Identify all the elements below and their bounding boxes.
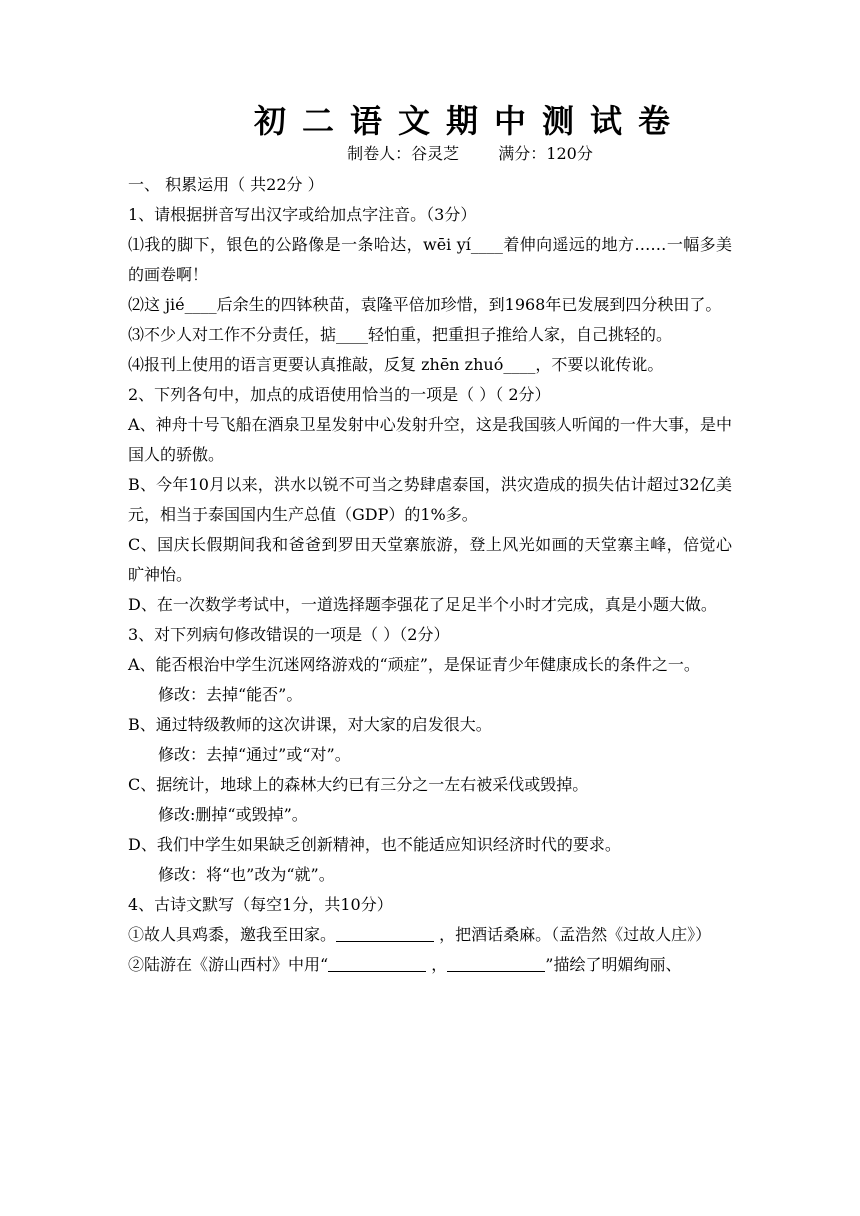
question-4-item-2-part-a: ②陆游在《游山西村》中用“ xyxy=(128,955,329,974)
exam-meta xyxy=(0,141,860,164)
question-4-item-1-part-a: ①故人具鸡黍，邀我至田家。 xyxy=(128,925,337,944)
question-4-item-2-part-c: ”描绘了明媚绚丽、 xyxy=(545,955,682,974)
question-4-item-1-part-b: ，把酒话桑麻。（孟浩然《过故人庄》） xyxy=(439,925,712,944)
question-3-option-b: B、通过特级教师的这次讲课，对大家的启发很大。 xyxy=(128,715,492,734)
section-heading: 一、 积累运用（ 共22分 ） xyxy=(128,175,324,194)
score-label: 满分：120分 xyxy=(498,144,593,163)
question-1-stem: 1、请根据拼音写出汉字或给加点字注音。（3分） xyxy=(128,205,477,224)
question-3-option-d: D、我们中学生如果缺乏创新精神，也不能适应知识经济时代的要求。 xyxy=(128,835,621,854)
question-2-option-b: B、今年10月以来，洪水以锐不可当之势肆虐泰国，洪灾造成的损失估计超过32亿美元，相当于泰国国内生产总值（GDP）的1%多。 xyxy=(128,475,732,524)
answer-blank[interactable] xyxy=(336,923,434,942)
question-4-item-1 xyxy=(128,920,732,950)
question-3-fix-b: 修改：去掉“通过”或“对”。 xyxy=(158,745,351,764)
question-3-option-a: A、能否根治中学生沉迷网络游戏的“顽症”，是保证青少年健康成长的条件之一。 xyxy=(128,655,700,674)
question-2-option-d: D、在一次数学考试中，一道选择题李强花了足足半个小时才完成，真是小题大做。 xyxy=(128,595,717,614)
question-4-item-2-part-b: ， xyxy=(431,955,448,974)
question-3-fix-c: 修改:删掉“或毁掉”。 xyxy=(158,805,308,824)
question-3-fix-a: 修改：去掉“能否”。 xyxy=(158,685,303,704)
question-3-option-c: C、据统计，地球上的森林大约已有三分之一左右被采伐或毁掉。 xyxy=(128,775,589,794)
question-2-stem: 2、下列各句中，加点的成语使用恰当的一项是（ ）（ 2分） xyxy=(128,385,551,404)
question-1-item-1: ⑴我的脚下，银色的公路像是一条哈达，wēi yí____着伸向遥远的地方……一幅多美的画卷啊！ xyxy=(128,235,732,284)
exam-body xyxy=(128,170,732,980)
author-label: 制卷人：谷灵芝 xyxy=(347,144,460,163)
answer-blank[interactable] xyxy=(328,953,426,972)
question-3-stem: 3、对下列病句修改错误的一项是（ ）（2分） xyxy=(128,625,450,644)
question-1-item-2: ⑵这 jié____后余生的四钵秧苗，袁隆平倍加珍惜，到1968年已发展到四分秧田了。 xyxy=(128,295,722,314)
question-3-fix-d: 修改：将“也”改为“就”。 xyxy=(158,865,335,884)
page-title: 初二语文期中测试卷 xyxy=(253,102,686,140)
question-1-item-4: ⑷报刊上使用的语言更要认真推敲，反复 zhēn zhuó____，不要以讹传讹。 xyxy=(128,355,664,374)
question-2-option-c: C、国庆长假期间我和爸爸到罗田天堂寨旅游，登上风光如画的天堂寨主峰，倍觉心旷神怡。 xyxy=(128,535,732,584)
question-1-item-3: ⑶不少人对工作不分责任，掂____轻怕重，把重担子推给人家，自己挑轻的。 xyxy=(128,325,673,344)
question-2-option-a: A、神舟十号飞船在酒泉卫星发射中心发射升空，这是我国骇人听闻的一件大事，是中国人的骄傲。 xyxy=(128,415,732,464)
question-4-item-2 xyxy=(128,950,732,980)
answer-blank[interactable] xyxy=(447,953,545,972)
question-4-stem: 4、古诗文默写（每空1分，共10分） xyxy=(128,895,393,914)
